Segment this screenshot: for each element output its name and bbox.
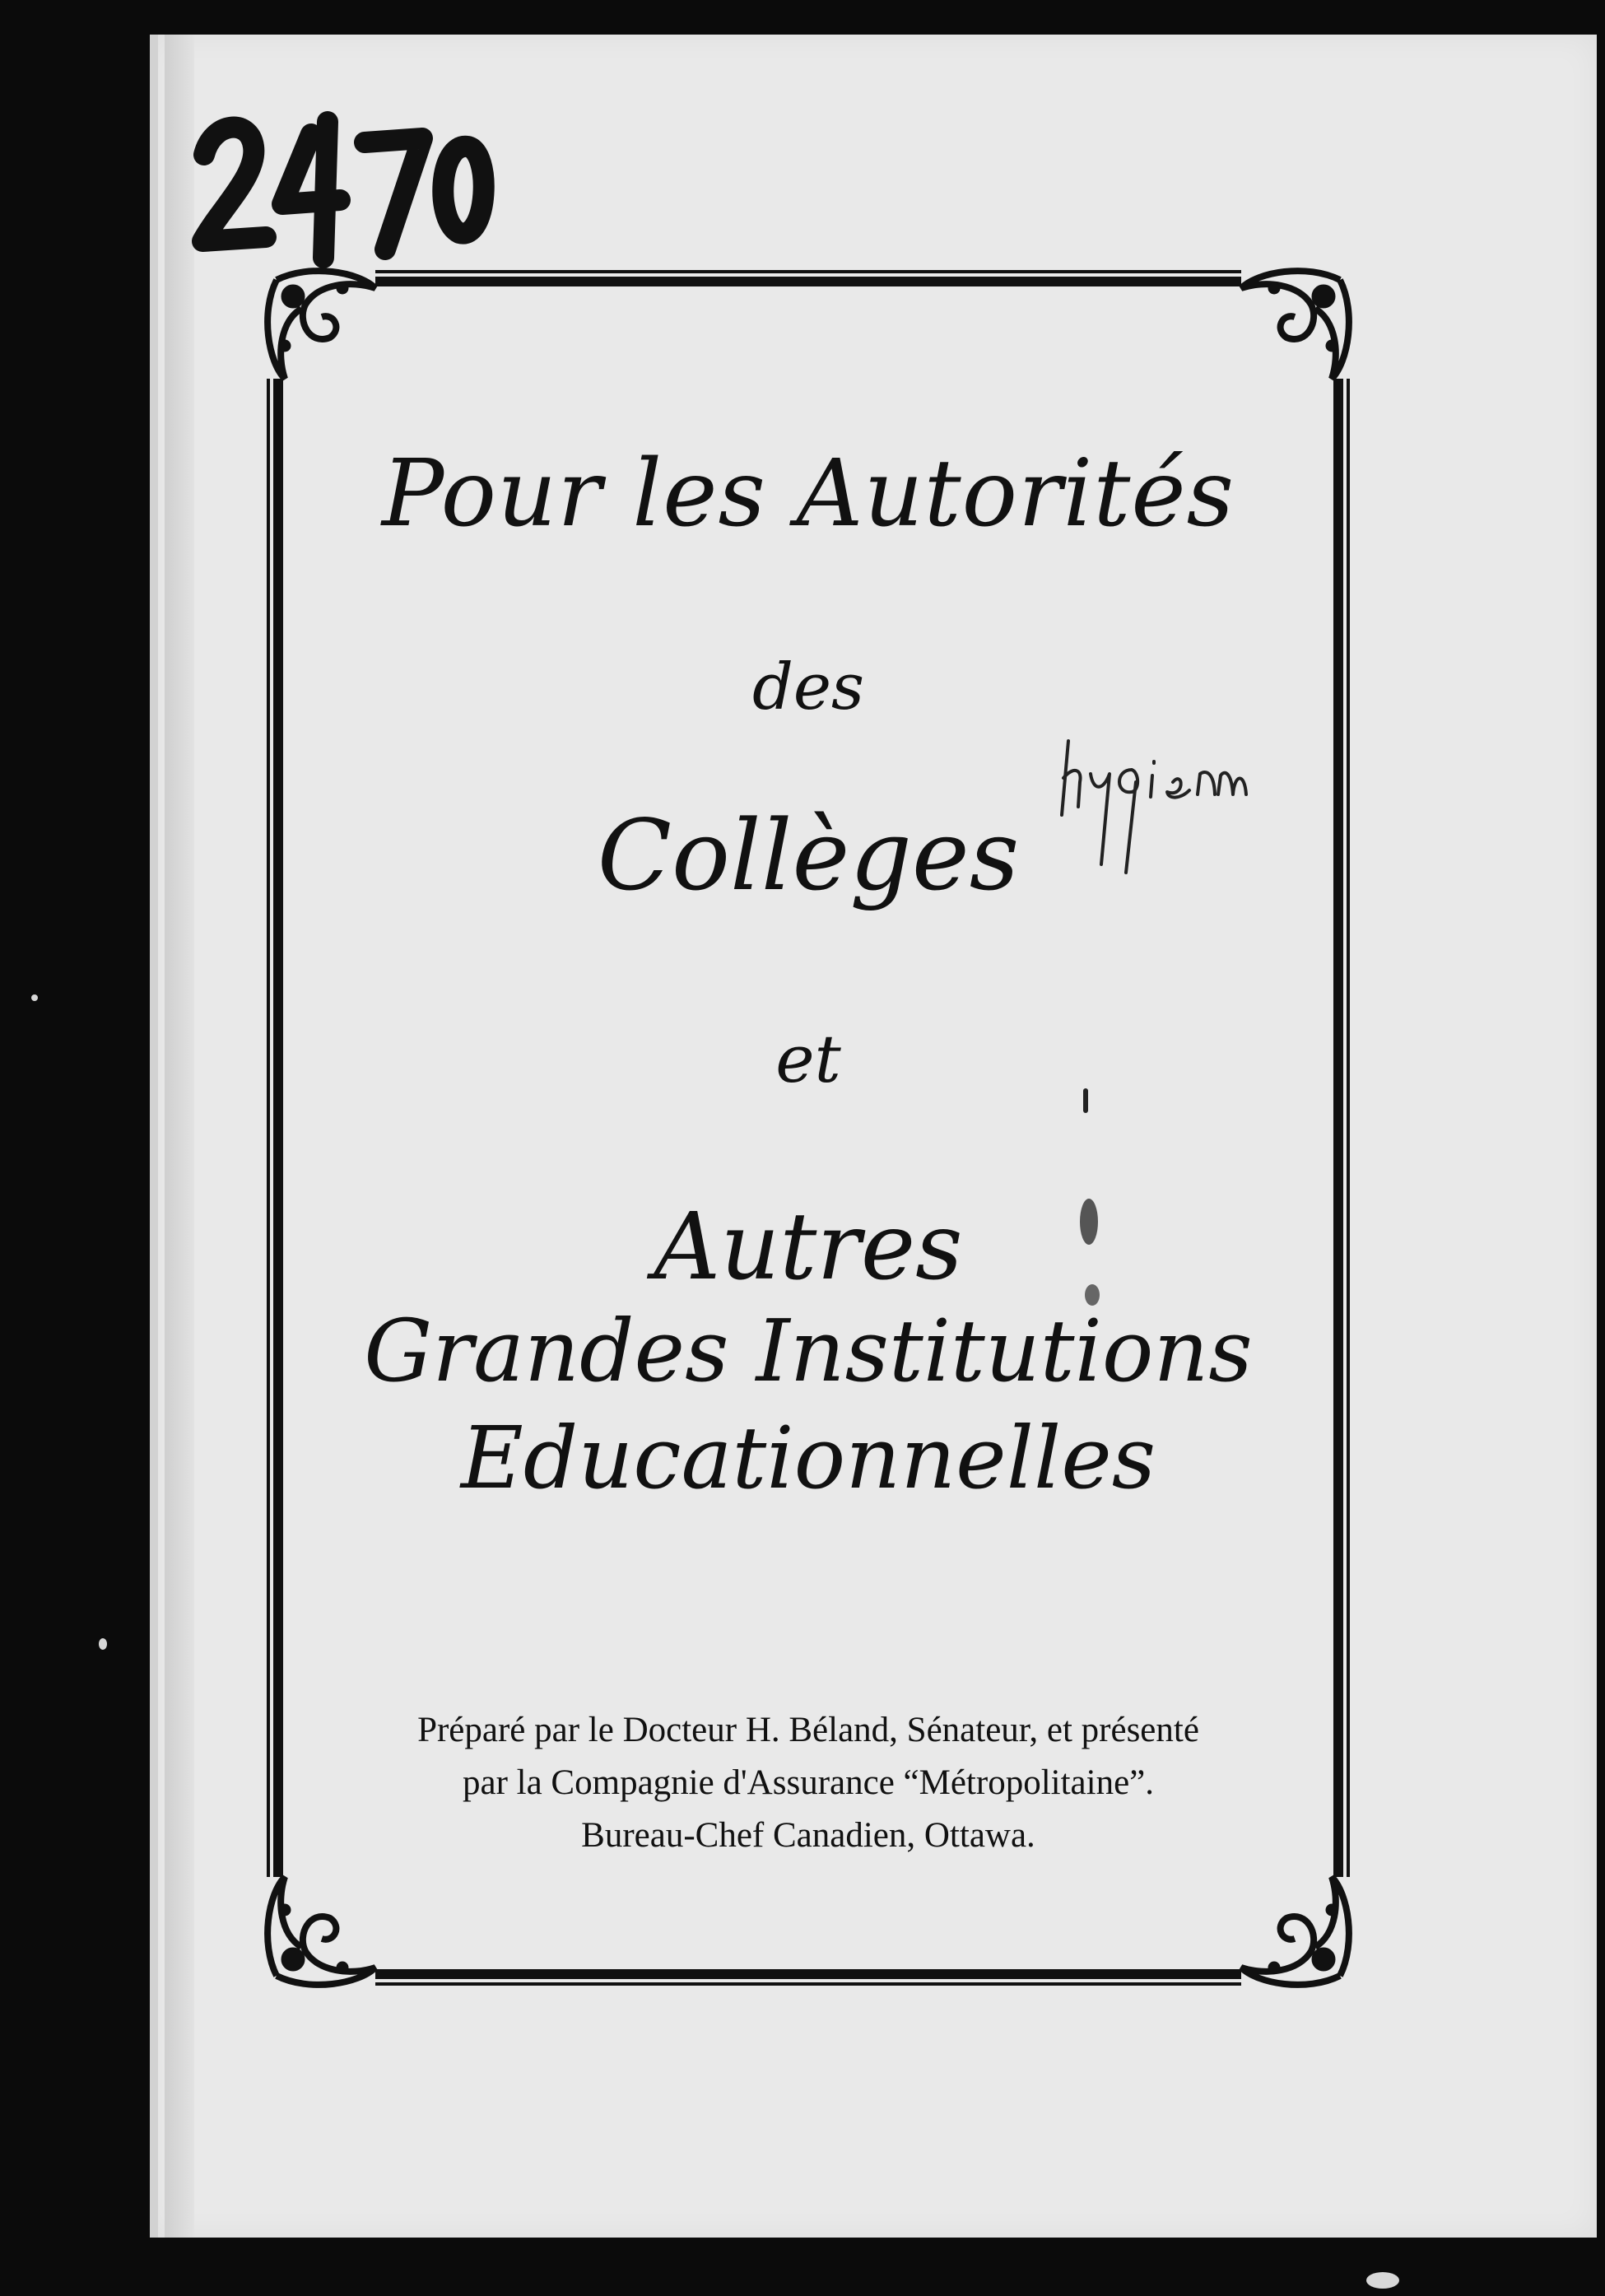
title-line-3: Collèges (597, 799, 1020, 912)
title-line-5: Autres (654, 1194, 963, 1301)
title-line-1: Pour les Autorités (381, 440, 1235, 547)
handwritten-catalog-number (188, 97, 500, 278)
title-line-2: des (751, 650, 865, 724)
cover-text (252, 255, 1365, 2000)
credits-line-3: Bureau-Chef Canadien, Ottawa. (581, 1816, 1035, 1855)
credits-line-1: Préparé par le Docteur H. Béland, Sénateur, et présenté (417, 1711, 1199, 1749)
dust-speck (1366, 2272, 1399, 2289)
title-line-7: Educationnelles (460, 1408, 1156, 1508)
publisher-credits (252, 1704, 1365, 1862)
title-line-4: et (775, 1021, 841, 1097)
title-line-6: Grandes Institutions (364, 1301, 1253, 1401)
credits-line-2: par la Compagnie d'Assurance “Métropolitaine”. (463, 1763, 1154, 1802)
cover-spine-edge (165, 35, 194, 2238)
dust-speck (99, 1638, 107, 1650)
dust-speck (31, 994, 38, 1001)
